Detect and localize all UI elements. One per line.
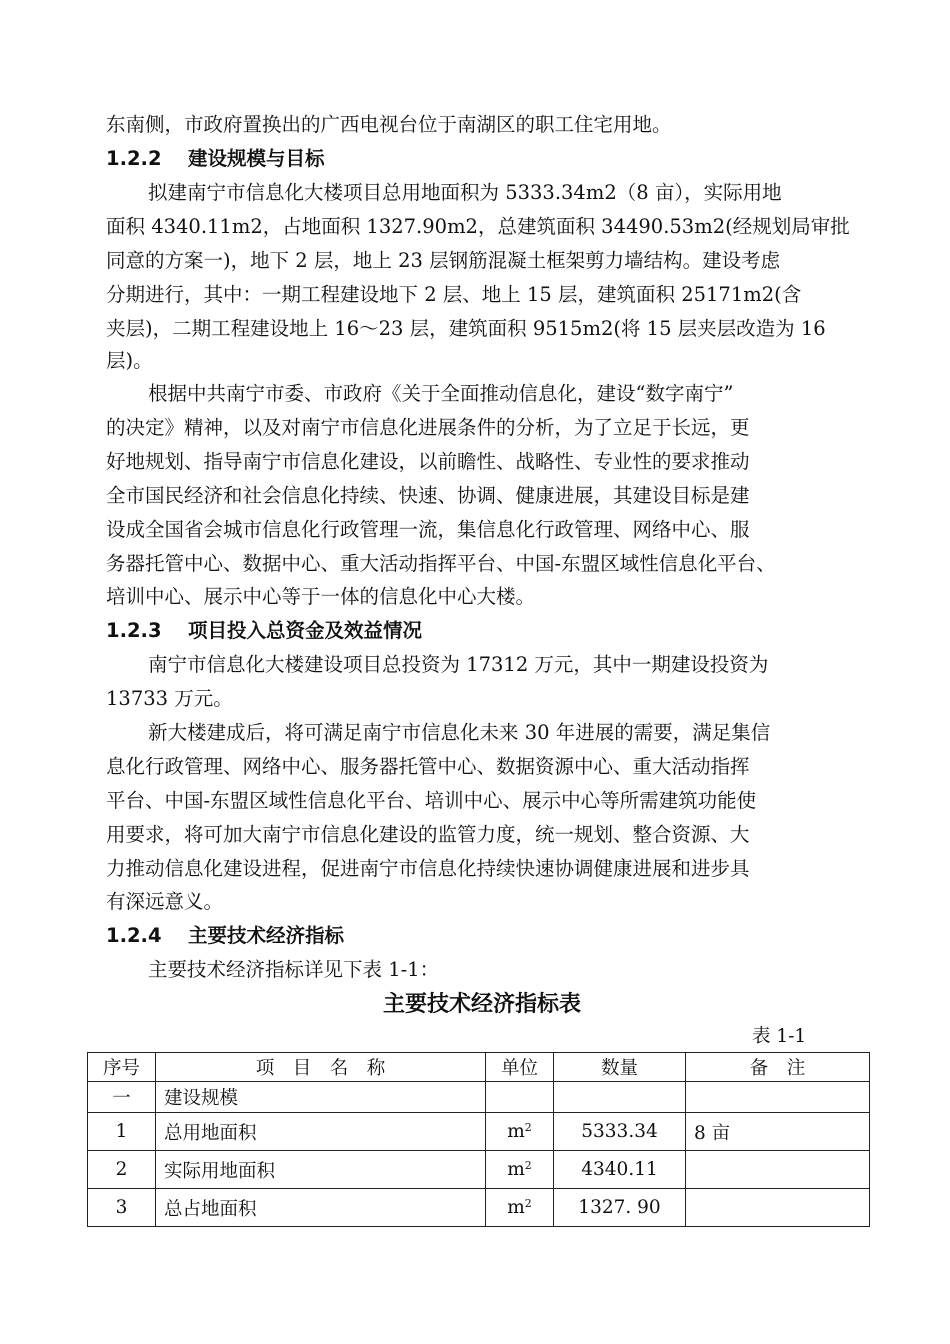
table-cell: 建设规模 <box>156 1082 486 1113</box>
table-cell: 2 <box>88 1151 156 1189</box>
paragraph-line: 好地规划、指导南宁市信息化建设，以前瞻性、战略性、专业性的要求推动 <box>106 450 750 473</box>
paragraph-line: 层)。 <box>106 349 153 372</box>
indicator-table <box>87 1052 870 1227</box>
table-cell <box>486 1082 554 1113</box>
table-cell: 总占地面积 <box>156 1189 486 1227</box>
header-cell: 序号 <box>88 1053 156 1082</box>
paragraph-line: 的决定》精神，以及对南宁市信息化进展条件的分析，为了立足于长远，更 <box>106 416 750 439</box>
section-number: 1.2.3 <box>106 619 162 642</box>
paragraph-line: 务器托管中心、数据中心、重大活动指挥平台、中国-东盟区域性信息化平台、 <box>106 552 776 575</box>
table-row <box>88 1082 870 1113</box>
section-number: 1.2.4 <box>106 924 162 947</box>
paragraph-line: 分期进行，其中：一期工程建设地下 2 层、地上 15 层，建筑面积 25171m2(含 <box>106 283 802 306</box>
table-cell: 8 亩 <box>686 1113 870 1151</box>
paragraph-line: 息化行政管理、网络中心、服务器托管中心、数据资源中心、重大活动指挥 <box>106 755 750 778</box>
paragraph-line: 主要技术经济指标详见下表 1-1： <box>148 958 440 981</box>
paragraph-line: 东南侧，市政府置换出的广西电视台位于南湖区的职工住宅用地。 <box>106 113 672 136</box>
paragraph-line: 夹层)，二期工程建设地上 16～23 层，建筑面积 9515m2(将 15 层夹层改造为 16 <box>106 317 826 340</box>
section-heading-1-2-3 <box>106 614 422 648</box>
table-cell: 3 <box>88 1189 156 1227</box>
table-number: 表 1-1 <box>752 1026 807 1047</box>
paragraph-line: 新大楼建成后，将可满足南宁市信息化未来 30 年进展的需要，满足集信 <box>148 721 771 744</box>
table-cell <box>554 1082 686 1113</box>
table-cell <box>686 1151 870 1189</box>
table-cell: 1327. 90 <box>554 1189 686 1227</box>
table-row <box>88 1151 870 1189</box>
paragraph-line: 南宁市信息化大楼建设项目总投资为 17312 万元，其中一期建设投资为 <box>148 653 769 676</box>
unit-cell <box>486 1189 554 1227</box>
table-header-row <box>88 1053 870 1082</box>
header-cell: 项 目 名 称 <box>156 1053 486 1082</box>
paragraph-line: 面积 4340.11m2，占地面积 1327.90m2，总建筑面积 34490.53m2(经规划局审批 <box>106 215 850 238</box>
section-heading-1-2-4 <box>106 919 344 953</box>
header-cell: 单位 <box>486 1053 554 1082</box>
paragraph-line: 设成全国省会城市信息化行政管理一流，集信息化行政管理、网络中心、服 <box>106 518 750 541</box>
table-cell <box>686 1189 870 1227</box>
paragraph-line: 有深远意义。 <box>106 890 224 913</box>
unit-text: m <box>507 1197 525 1218</box>
unit-cell <box>486 1151 554 1189</box>
header-cell: 数量 <box>554 1053 686 1082</box>
paragraph-line: 同意的方案一)，地下 2 层，地上 23 层钢筋混凝土框架剪力墙结构。建设考虑 <box>106 249 781 272</box>
table-title: 主要技术经济指标表 <box>382 992 581 1017</box>
table-cell: 一 <box>88 1082 156 1113</box>
unit-superscript: 2 <box>524 1121 532 1134</box>
section-heading-1-2-2 <box>106 142 325 176</box>
section-title: 项目投入总资金及效益情况 <box>188 619 423 642</box>
header-cell: 备 注 <box>686 1053 870 1082</box>
section-number: 1.2.2 <box>106 147 162 170</box>
paragraph-line: 根据中共南宁市委、市政府《关于全面推动信息化，建设“数字南宁” <box>148 382 734 405</box>
section-title: 主要技术经济指标 <box>188 924 345 947</box>
table-cell <box>686 1082 870 1113</box>
paragraph-line: 13733 万元。 <box>106 687 233 710</box>
table-row <box>88 1113 870 1151</box>
unit-superscript: 2 <box>524 1159 532 1172</box>
unit-superscript: 2 <box>524 1197 532 1210</box>
paragraph-line: 培训中心、展示中心等于一体的信息化中心大楼。 <box>106 585 536 608</box>
table-cell: 总用地面积 <box>156 1113 486 1151</box>
paragraph-line: 平台、中国-东盟区域性信息化平台、培训中心、展示中心等所需建筑功能使 <box>106 789 757 812</box>
paragraph-line: 用要求，将可加大南宁市信息化建设的监管力度，统一规划、整合资源、大 <box>106 823 750 846</box>
paragraph-line: 力推动信息化建设进程，促进南宁市信息化持续快速协调健康进展和进步具 <box>106 857 750 880</box>
paragraph-line: 拟建南宁市信息化大楼项目总用地面积为 5333.34m2（8 亩），实际用地 <box>148 181 782 204</box>
table-cell: 实际用地面积 <box>156 1151 486 1189</box>
unit-text: m <box>507 1121 525 1142</box>
paragraph-line: 全市国民经济和社会信息化持续、快速、协调、健康进展，其建设目标是建 <box>106 484 750 507</box>
table-cell: 1 <box>88 1113 156 1151</box>
unit-cell <box>486 1113 554 1151</box>
section-title: 建设规模与目标 <box>188 147 325 170</box>
table-cell: 5333.34 <box>554 1113 686 1151</box>
table-row <box>88 1189 870 1227</box>
table-cell: 4340.11 <box>554 1151 686 1189</box>
unit-text: m <box>507 1159 525 1180</box>
